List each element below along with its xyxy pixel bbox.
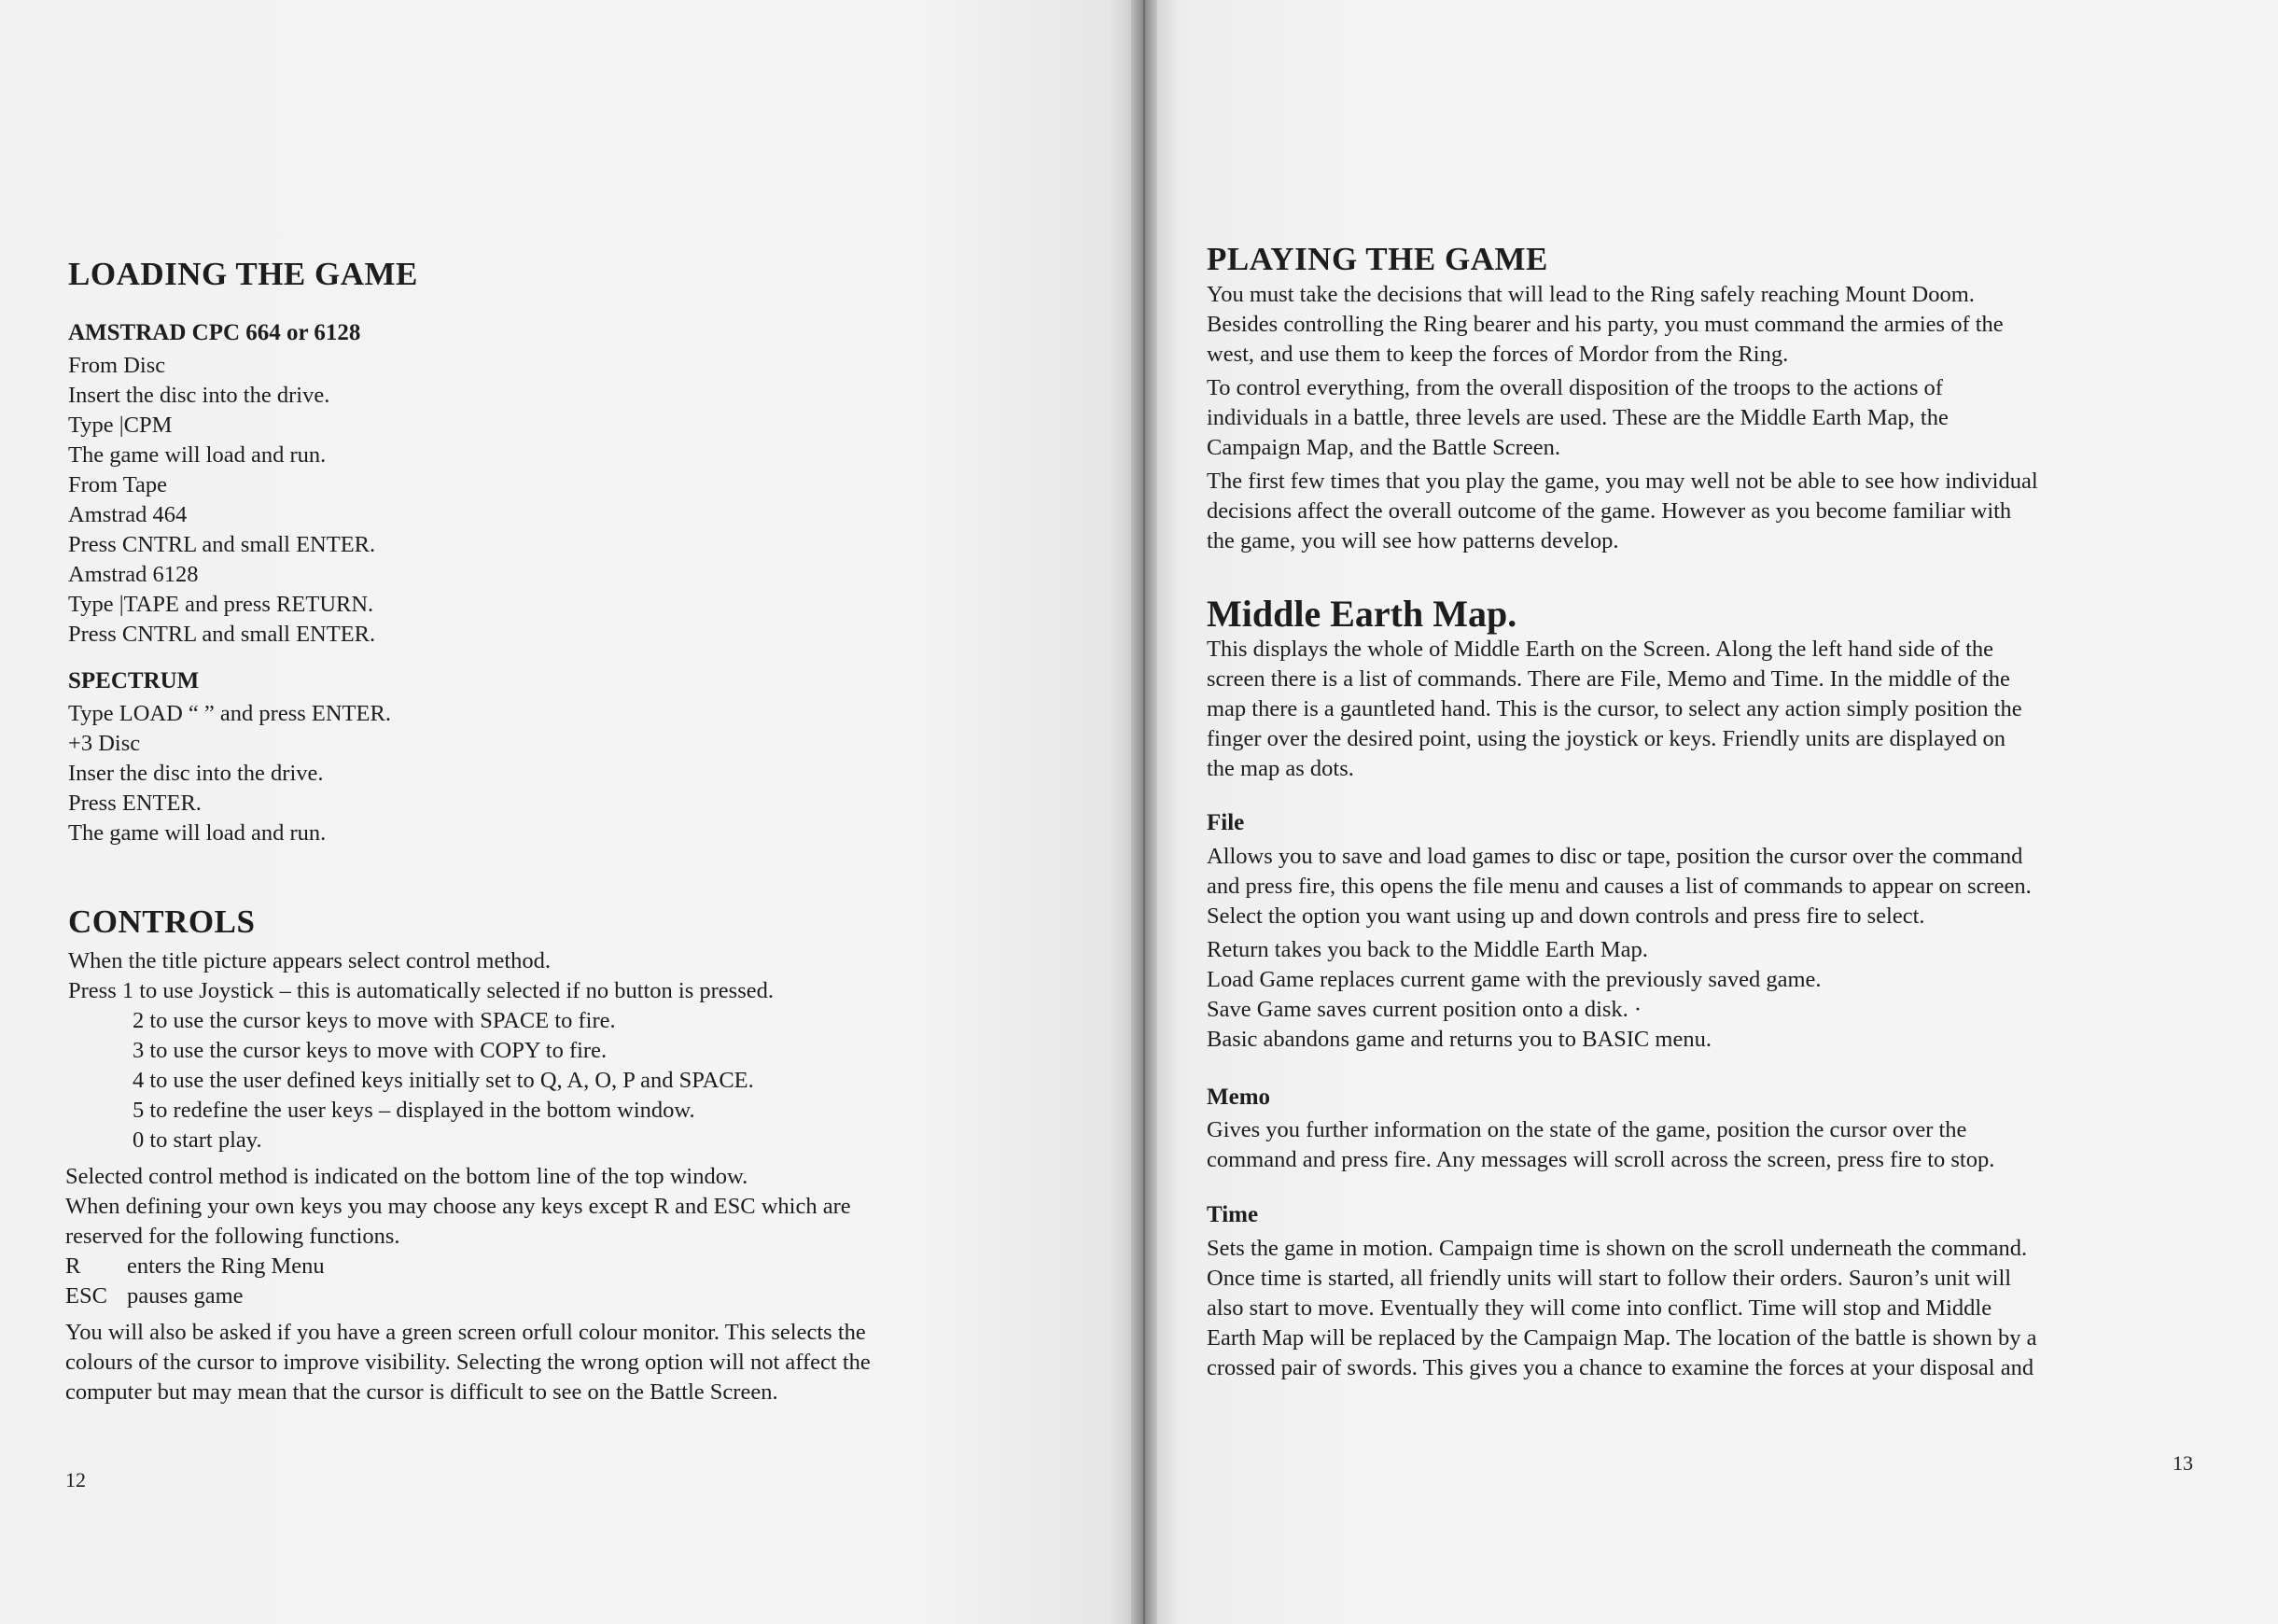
text-line: Selected control method is indicated on the bottom line of the top window. xyxy=(65,1164,748,1189)
file-paragraph xyxy=(1207,842,2032,931)
text-line: Return takes you back to the Middle Earth Map. xyxy=(1207,937,1648,962)
text-line: command and press fire. Any messages will scroll across the screen, press fire to stop. xyxy=(1207,1147,1995,1172)
page-number: 13 xyxy=(2173,1451,2193,1475)
text-line: individuals in a battle, three levels are used. These are the Middle Earth Map, the xyxy=(1207,405,1949,430)
text-line: screen there is a list of commands. There are File, Memo and Time. In the middle of the xyxy=(1207,666,2010,692)
text-line: Besides controlling the Ring bearer and his party, you must command the armies of the xyxy=(1207,312,2004,337)
text-line: reserved for the following functions. xyxy=(65,1224,400,1249)
text-line: finger over the desired point, using the joystick or keys. Friendly units are displayed on xyxy=(1207,726,2005,751)
page-number: 12 xyxy=(65,1468,86,1491)
loading-heading: LOADING THE GAME xyxy=(68,256,418,292)
text-line: The game will load and run. xyxy=(68,442,327,468)
text-line: computer but may mean that the cursor is difficult to see on the Battle Screen. xyxy=(65,1379,778,1405)
text-line: Once time is started, all friendly units will start to follow their orders. Sauron’s unit will xyxy=(1207,1266,2012,1291)
text-line: Earth Map will be replaced by the Campaign Map. The location of the battle is shown by a xyxy=(1207,1325,2037,1351)
spectrum-heading: SPECTRUM xyxy=(68,668,200,693)
map-paragraph xyxy=(1207,635,2022,784)
text-line: Press CNTRL and small ENTER. xyxy=(68,532,376,557)
book-spine xyxy=(1131,0,1157,1624)
text-line: Type |TAPE and press RETURN. xyxy=(68,592,374,617)
controls-heading: CONTROLS xyxy=(68,903,256,940)
amstrad-heading: AMSTRAD CPC 664 or 6128 xyxy=(68,320,361,345)
text-line: The game will load and run. xyxy=(68,820,327,846)
text-line: From Tape xyxy=(68,472,168,497)
text-line: Amstrad 6128 xyxy=(68,562,199,587)
text-line: Insert the disc into the drive. xyxy=(68,383,330,408)
text-line: the map as dots. xyxy=(1207,756,1354,781)
text-line: Allows you to save and load games to disc or tape, position the cursor over the command xyxy=(1207,844,2023,869)
text-line: colours of the cursor to improve visibility. Selecting the wrong option will not affect the xyxy=(65,1350,871,1375)
text-line: The first few times that you play the game, you may well not be able to see how individual xyxy=(1207,469,2038,494)
text-line: Load Game replaces current game with the previously saved game. xyxy=(1207,967,1822,992)
playing-paragraph-1 xyxy=(1207,280,2004,370)
controls-notes xyxy=(65,1162,851,1311)
reserved-key-row xyxy=(65,1281,851,1311)
key-label: ESC xyxy=(65,1283,107,1309)
text-line: Gives you further information on the state of the game, position the cursor over the xyxy=(1207,1117,1967,1142)
text-line: crossed pair of swords. This gives you a chance to examine the forces at your disposal and xyxy=(1207,1355,2034,1380)
map-heading: Middle Earth Map. xyxy=(1207,593,1517,635)
text-line: Save Game saves current position onto a disk. · xyxy=(1207,997,1642,1022)
text-line: From Disc xyxy=(68,353,166,378)
text-line: Type LOAD “ ” and press ENTER. xyxy=(68,701,391,726)
text-line: decisions affect the overall outcome of the game. However as you become familiar with xyxy=(1207,498,2012,524)
text-line: To control everything, from the overall disposition of the troops to the actions of xyxy=(1207,375,1943,400)
amstrad-instructions xyxy=(68,351,375,650)
memo-heading: Memo xyxy=(1207,1085,1271,1110)
text-line: You must take the decisions that will lead to the Ring safely reaching Mount Doom. xyxy=(1207,282,1975,307)
text-line: the game, you will see how patterns develop. xyxy=(1207,528,1619,553)
control-option: 3 to use the cursor keys to move with COPY to fire. xyxy=(133,1038,608,1063)
right-page xyxy=(1157,0,2278,1624)
text-line: Basic abandons game and returns you to BASIC menu. xyxy=(1207,1027,1712,1052)
control-option: 4 to use the user defined keys initially set to Q, A, O, P and SPACE. xyxy=(133,1068,754,1093)
key-label: R xyxy=(65,1253,81,1279)
control-option: 0 to start play. xyxy=(133,1127,262,1153)
text-line: Inser the disc into the drive. xyxy=(68,761,324,786)
monitor-paragraph xyxy=(65,1318,871,1407)
control-option: 2 to use the cursor keys to move with SPACE to fire. xyxy=(133,1008,616,1033)
reserved-key-row xyxy=(65,1252,851,1281)
file-heading: File xyxy=(1207,810,1245,835)
text-line: Press CNTRL and small ENTER. xyxy=(68,622,376,647)
text-line: Type |CPM xyxy=(68,413,173,438)
key-action: enters the Ring Menu xyxy=(127,1253,325,1279)
text-line: +3 Disc xyxy=(68,731,141,756)
text-line: and press fire, this opens the file menu and causes a list of commands to appear on screen. xyxy=(1207,874,2032,899)
text-line: Press ENTER. xyxy=(68,791,202,816)
file-options xyxy=(1207,935,1822,1055)
key-action: pauses game xyxy=(127,1283,244,1309)
text-line: You will also be asked if you have a green screen orfull colour monitor. This selects the xyxy=(65,1320,866,1345)
playing-paragraph-3 xyxy=(1207,467,2038,556)
text-line: Campaign Map, and the Battle Screen. xyxy=(1207,435,1560,460)
left-page xyxy=(0,0,1131,1624)
text-line: Select the option you want using up and down controls and press fire to select. xyxy=(1207,903,1925,929)
text-line: Press 1 to use Joystick – this is automatically selected if no button is pressed. xyxy=(68,978,774,1003)
time-heading: Time xyxy=(1207,1202,1259,1227)
playing-paragraph-2 xyxy=(1207,373,1949,463)
text-line: west, and use them to keep the forces of Mordor from the Ring. xyxy=(1207,342,1789,367)
text-line: When defining your own keys you may choose any keys except R and ESC which are xyxy=(65,1194,851,1219)
spectrum-instructions xyxy=(68,699,391,848)
text-line: also start to move. Eventually they will come into conflict. Time will stop and Middle xyxy=(1207,1295,1992,1321)
playing-heading: PLAYING THE GAME xyxy=(1207,241,1548,277)
time-paragraph xyxy=(1207,1234,2036,1383)
controls-section xyxy=(68,946,774,1155)
text-line: This displays the whole of Middle Earth on the Screen. Along the left hand side of the xyxy=(1207,637,1994,662)
text-line: map there is a gauntleted hand. This is the cursor, to select any action simply position the xyxy=(1207,696,2022,721)
memo-paragraph xyxy=(1207,1115,1994,1175)
text-line: Amstrad 464 xyxy=(68,502,188,527)
text-line: When the title picture appears select control method. xyxy=(68,948,552,973)
text-line: Sets the game in motion. Campaign time is shown on the scroll underneath the command. xyxy=(1207,1236,2028,1261)
control-option: 5 to redefine the user keys – displayed in the bottom window. xyxy=(133,1098,695,1123)
